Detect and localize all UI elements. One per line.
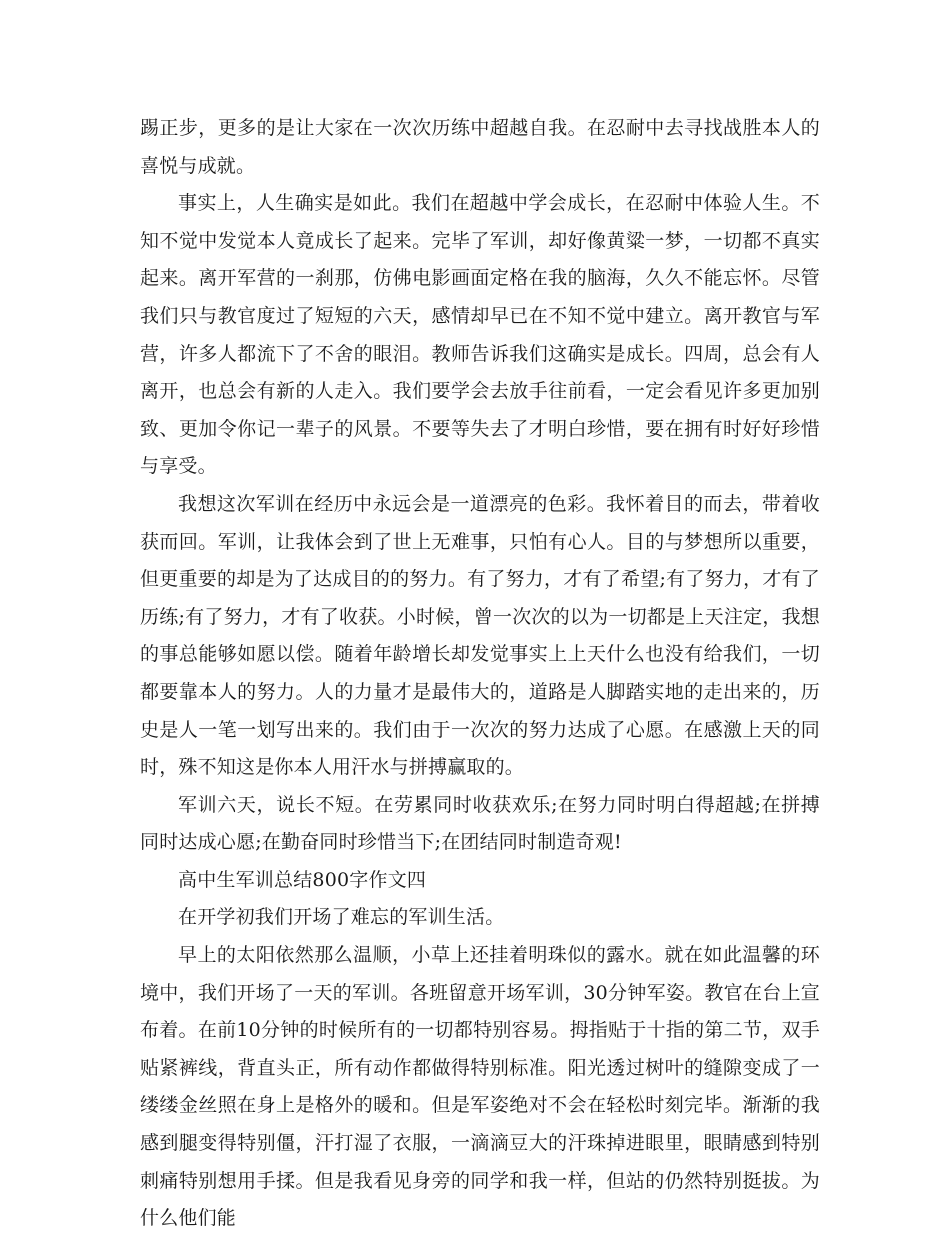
paragraph-5: 在开学初我们开场了难忘的军训生活。 — [178, 906, 505, 929]
paragraph-3: 我想这次军训在经历中永远会是一道漂亮的色彩。我怀着目的而去，带着收获而回。军训，让我体会到了世上无难事，只怕有心人。目的与梦想所以重要，但更重要的却是为了达成目的的努力。有了努力，才有了希望;有了努力，才有了历练;有了努力，才有了收获。小时候，曾一次次的以为一切都是上天注定，我想的事总能够如愿以偿。随着年龄增长却发觉事实上上天什么也没有给我们，一切都要靠本人的努力。人的力量才是最伟大的，道路是人脚踏实地的走出来的，历史是人一笔一划写出来的。我们由于一次次的努力达成了心愿。在感激上天的同时，殊不知这是你本人用汗水与拼搏赢取的。 — [140, 492, 820, 779]
section-heading: 高中生军训总结800字作文四 — [178, 868, 427, 891]
paragraph-6: 早上的太阳依然那么温顺，小草上还挂着明珠似的露水。就在如此温馨的环境中，我们开场了一天的军训。各班留意开场军训，30分钟军姿。教官在台上宣布着。在前10分钟的时候所有的一切都特别容易。拇指贴于十指的第二节，双手贴紧裤线，背直头正，所有动作都做得特别标准。阳光透过树叶的缝隙变成了一缕缕金丝照在身上是格外的暖和。但是军姿绝对不会在轻松时刻完毕。渐渐的我感到腿变得特别僵，汗打湿了衣服，一滴滴豆大的汗珠掉进眼里，眼睛感到特别刺痛特别想用手揉。但是我看见身旁的同学和我一样，但站的仍然特别挺拔。为什么他们能 — [140, 944, 820, 1230]
document-body — [140, 110, 820, 1238]
paragraph-4: 军训六天，说长不短。在劳累同时收获欢乐;在努力同时明白得超越;在拼搏同时达成心愿;在勤奋同时珍惜当下;在团结同时制造奇观! — [140, 793, 820, 854]
paragraph-2: 事实上，人生确实是如此。我们在超越中学会成长，在忍耐中体验人生。不知不觉中发觉本人竟成长了起来。完毕了军训，却好像黄粱一梦，一切都不真实起来。离开军营的一刹那，仿佛电影画面定格在我的脑海，久久不能忘怀。尽管我们只与教官度过了短短的六天，感情却早已在不知不觉中建立。离开教官与军营，许多人都流下了不舍的眼泪。教师告诉我们这确实是成长。四周，总会有人离开，也总会有新的人走入。我们要学会去放手往前看，一定会看见许多更加别致、更加令你记一辈子的风景。不要等失去了才明白珍惜，要在拥有时好好珍惜与享受。 — [140, 192, 820, 478]
paragraph-1: 踢正步，更多的是让大家在一次次历练中超越自我。在忍耐中去寻找战胜本人的喜悦与成就。 — [140, 117, 820, 177]
